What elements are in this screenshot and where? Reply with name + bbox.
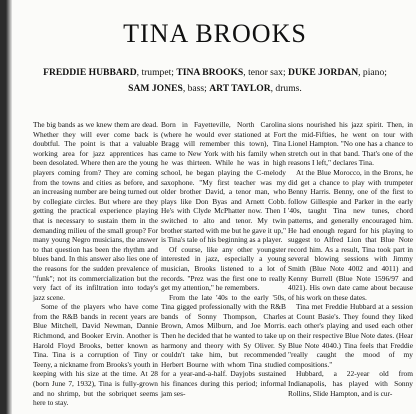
credits-line-2 <box>14 81 416 97</box>
paragraph: Hubbard, a 22-year old from Indianapolis, has played with Sonny Rollins, Slide Hampton, and is cur- <box>288 369 413 398</box>
page-spine-shadow <box>0 0 12 414</box>
paragraph: Born in Fayetteville, North Carolina (where he would ever stationed at Fort Bragg will remember this town), Tina came to New York with his family when he was thirteen. While he was in high school, he began playing the C-melody saxophone. "My first teacher was my older brother David, a tenor man, who plays like Don Byas and Arnett Cobb. He's with Clyde McPhatter now. Then I switched to alto and tenor. My twin brother started with me but he gave it up," is Tina's tale of his beginning as a player. <box>161 120 286 245</box>
credits-line-1 <box>14 65 416 81</box>
personnel-credits <box>14 65 416 97</box>
paragraph: sions nourished his jazz spirit. Then, in the mid-Fifties, he went on tour with Lionel Hampton. "No one has a chance to stretch out in that band. That's one of the reasons I left," declares Tina. <box>288 120 413 168</box>
text-column-1 <box>33 120 158 408</box>
paragraph: The big bands as we knew them are dead. Whether they will ever come back is doubtful. The point is that a valuable working area for jazz apprentices has been desolated. Where then are the young players coming from? They are coming from the towns and cities as before, and an increasing number are being turned out by collegiate circles. But where are they getting the practical experience playing that is necessary to sustain them in the demanding milieu of the small group? For many young Negro musicians, the answer to that question has been the rhythm and blues band. In this answer also lies one of the reasons for the sudden prevalence of "funk"; not its commercialization but the very fact of its infiltration into today's jazz scene. <box>33 120 158 302</box>
credit-name: FREDDIE HUBBARD <box>43 67 137 78</box>
credit-name: DUKE JORDAN <box>288 67 359 78</box>
page-title: TINA BROOKS <box>123 19 307 48</box>
paragraph: At the Blue Morocco, in the Bronx, he did get a chance to play with trumpeter Benny Harris. Benny, one of the first to follow Gillespie and Parker in the early '40s, taught Tina new tunes, chord patterns, and generally encouraged him. He had enough regard for his playing to suggest to Alfred Lion that Blue Note record him. As a result, Tina took part in several blowing sessions with Jimmy Smith (Blue Note 4002 and 4011) and Kenny Burrell (Blue Note 1596/97 and 4021). His own date came about because of his work on these dates. <box>288 167 413 302</box>
paragraph: From the late '40s to the early '50s, Tina gigged professionally with the R&B bands of Sonny Thompson, Charles Brown, Amos Milburn, and Joe Morris. Then he decided that he wanted to take up harmony and theory with Sy Oliver. Sy couldn't take him, but recommended Herbert Bourne with whom Tina studied for a year-and-a-half. Dayjobs sustained his finances during this period; informal jam ses- <box>161 292 286 398</box>
credit-role: , piano; <box>358 67 387 78</box>
text-column-3 <box>288 120 413 398</box>
credit-role: , drums. <box>270 83 302 94</box>
paragraph: Some of the players who have come from the R&B bands in recent years are Blue Mitchell, David Newman, Dannie Richmond, and Booker Ervin. Another is Harold Floyd Brooks, better known as Tina. Tina is a corruption of Tiny or Teeny, a nickname from Brooks's youth in keeping with his size at the time. At 28 (born June 7, 1932), Tina is fully-grown and no shrimp, but the sobriquet seems here to stay. <box>33 302 158 408</box>
credit-name: SAM JONES <box>128 83 183 94</box>
credit-role: , trumpet; <box>136 67 177 78</box>
text-column-2 <box>161 120 286 398</box>
paragraph: Of course, like any other youngster interested in jazz, especially a young musician, Brooks listened to a lot of records. "Prez was the first one to really get my attention," he remembers. <box>161 244 286 293</box>
credit-name: ART TAYLOR <box>209 83 271 94</box>
credit-role: , bass; <box>182 83 210 94</box>
paragraph: Tina met Freddie Hubbard at a session at Count Basie's. They found they liked each other's playing and used each other on their respective Blue Note dates. (Hear Blue Note 4040.) Tina feels that Freddie "really caught the mood of my compositions." <box>288 302 413 369</box>
credit-role: , tenor sax; <box>243 67 289 78</box>
liner-notes-page <box>14 0 416 414</box>
credit-name: TINA BROOKS <box>176 67 244 78</box>
